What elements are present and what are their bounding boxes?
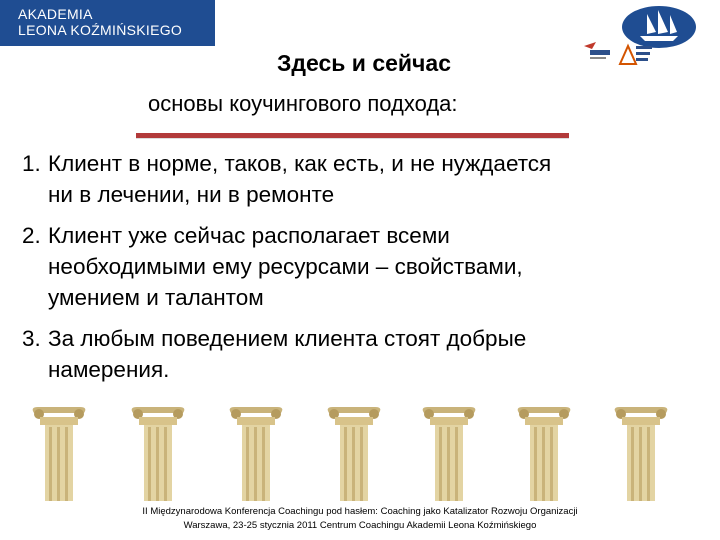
slide-footer <box>0 505 720 533</box>
greek-column-icon <box>515 405 573 501</box>
footer-line-1: II Międzynarodowa Konferencja Coachingu pod hasłem: Coaching jako Katalizator Rozwoju Organizacji <box>142 506 578 517</box>
item-line: Клиент в норме, таков, как есть, и не нуждается <box>48 151 552 176</box>
greek-column-icon <box>227 405 285 501</box>
item-line: необходимыми ему ресурсами – свойствами, <box>48 254 523 279</box>
item-number: 3. <box>22 326 41 351</box>
logo-line-1: AKADEMIA <box>18 6 93 22</box>
logo-line-2: LEONA KOŹMIŃSKIEGO <box>18 22 183 38</box>
slide-title: Здесь и сейчас <box>276 50 451 76</box>
list-item <box>22 148 712 210</box>
greek-column-icon <box>420 405 478 501</box>
item-line: ни в лечении, ни в ремонте <box>48 182 335 207</box>
greek-column-icon <box>612 405 670 501</box>
item-line: умением и талантом <box>48 285 264 310</box>
item-line: Клиент уже сейчас располагает всеми <box>48 223 450 248</box>
academy-logo <box>0 0 215 46</box>
greek-column-icon <box>129 405 187 501</box>
list-item <box>22 323 712 385</box>
list-item <box>22 220 712 313</box>
item-line: За любым поведением клиента стоят добрые <box>48 326 527 351</box>
item-number: 2. <box>22 223 41 248</box>
slide-subtitle: основы коучингового подхода: <box>148 91 458 116</box>
item-number: 1. <box>22 151 41 176</box>
greek-column-icon <box>325 405 383 501</box>
item-line: намерения. <box>48 357 170 382</box>
divider-shadow <box>136 138 569 139</box>
footer-line-2: Warszawa, 23-25 stycznia 2011 Centrum Coachingu Akademii Leona Koźmińskiego <box>183 520 537 531</box>
columns-row <box>0 405 720 501</box>
greek-column-icon <box>30 405 88 501</box>
principles-list <box>22 148 712 395</box>
